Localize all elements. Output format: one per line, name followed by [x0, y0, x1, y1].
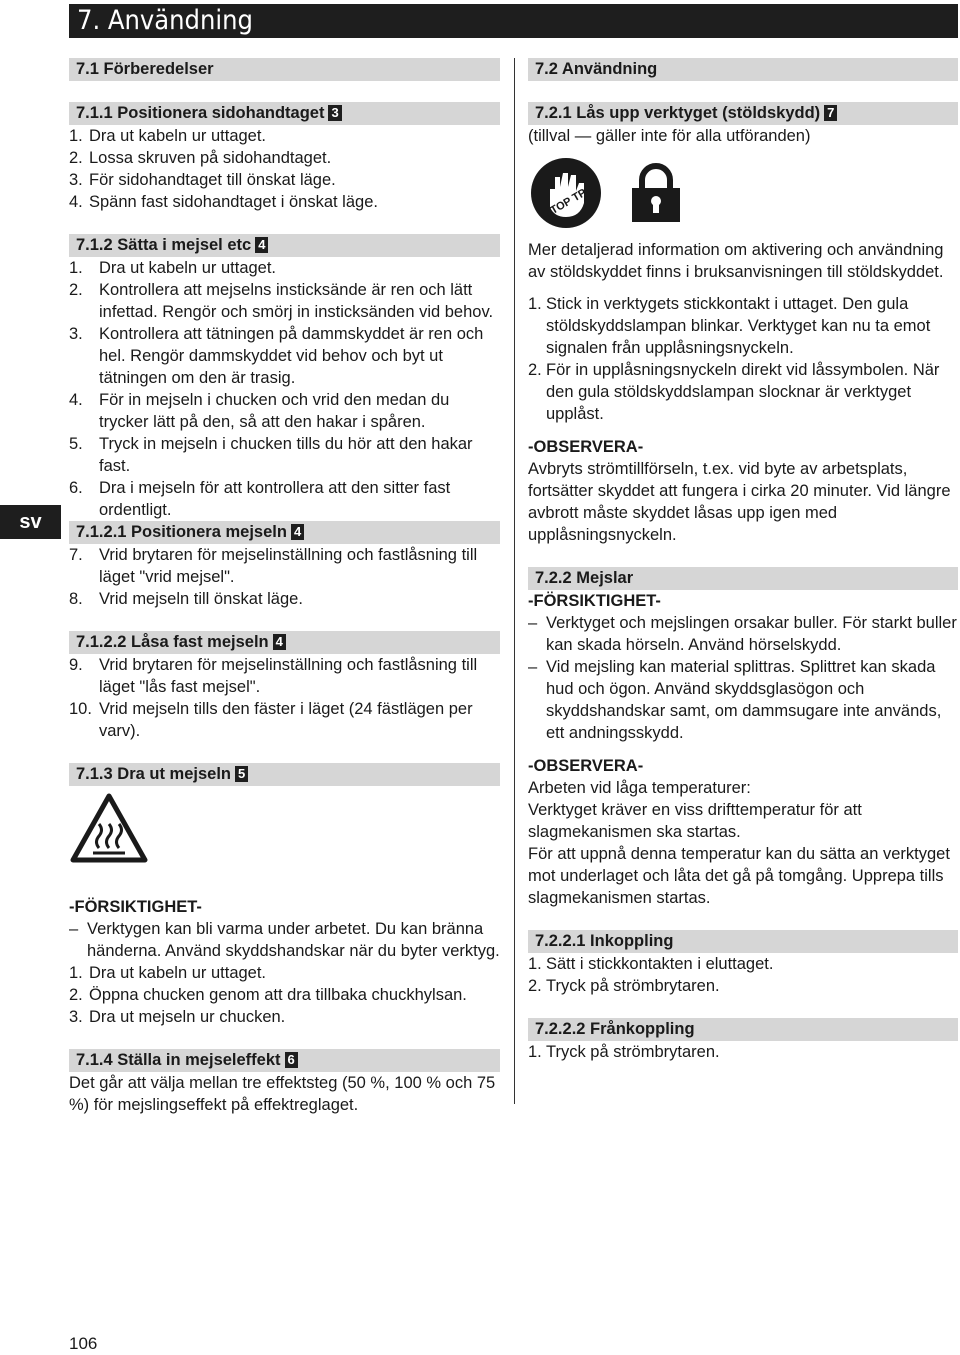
heading-7-1-2-2: 7.1.2.2 Låsa fast mejseln 4	[69, 631, 500, 654]
list-7-2-2	[528, 612, 958, 744]
note-text: Verktyget kräver en viss drifttemperatur för att slagmekanismen ska startas.	[528, 801, 862, 841]
note-label: -OBSERVERA-	[528, 757, 644, 775]
svg-text:STOP TPS: STOP TPS	[542, 183, 595, 221]
list-7-1-2	[69, 257, 500, 521]
stop-tps-icon	[528, 155, 608, 231]
figure-badge: 4	[291, 524, 304, 540]
note-label: -OBSERVERA-	[528, 438, 644, 456]
list-item: – Verktyget och mejslingen orsakar buller. För starkt buller kan skada hörseln. Använd hörselskydd.	[528, 614, 957, 654]
list-item: 3. Dra ut mejseln ur chucken.	[69, 1008, 286, 1026]
list-item: 3. För sidohandtaget till önskat läge.	[69, 171, 336, 189]
figure-badge: 4	[255, 237, 268, 253]
list-item: 9. Vrid brytaren för mejselinställning och fastlåsning till läget "lås fast mejsel".	[69, 656, 478, 696]
column-divider	[514, 58, 515, 1104]
figure-badge: 3	[328, 105, 341, 121]
figure-badge: 5	[235, 766, 248, 782]
note-text: För att uppnå denna temperatur kan du sätta an verktyget mot underlaget och låta det gå på tomgång. Upprepa tills slagmekanismen startas.	[528, 845, 950, 907]
chapter-title: 7. Användning	[69, 4, 958, 38]
list-7-2-1	[528, 293, 958, 425]
caution-text: – Verktygen kan bli varma under arbetet. Du kan bränna händerna. Använd skyddshandskar när du byter verktyg.	[69, 920, 500, 960]
heading-7-2-2-2: 7.2.2.2 Frånkoppling	[528, 1018, 958, 1041]
heading-7-2-2-1: 7.2.2.1 Inkoppling	[528, 930, 958, 953]
lock-icon	[628, 162, 684, 224]
list-item: 1. Dra ut kabeln ur uttaget.	[69, 964, 267, 982]
list-item: 2. Öppna chucken genom att dra tillbaka chuckhylsan.	[69, 986, 467, 1004]
caution-label: -FÖRSIKTIGHET-	[69, 898, 202, 916]
list-item: 1. Tryck på strömbrytaren.	[528, 1043, 720, 1061]
paragraph-7-1-4: Det går att välja mellan tre effektsteg (50 %, 100 % och 75 %) för mejslingseffekt på effektreglaget.	[69, 1074, 496, 1114]
list-item: 2. Kontrollera att mejselns insticksände är ren och lätt infettad. Rengör och smörj in insticksänden vid behov.	[69, 281, 494, 321]
list-7-1-3	[69, 962, 500, 1028]
list-item: 4. För in mejseln i chucken och vrid den medan du trycker lätt på den, så att den hakar i spåren.	[69, 391, 450, 431]
list-item: – Vid mejsling kan material splittras. Splittret kan skada hud och ögon. Använd skyddsglasögon och skyddshandskar samt, om dammsugare inte används, ett andningsskydd.	[528, 658, 942, 742]
heading-7-1-2-1: 7.1.2.1 Positionera mejseln 4	[69, 521, 500, 544]
left-column	[69, 58, 500, 1116]
list-7-2-2-2	[528, 1041, 958, 1063]
subtitle-7-2-1: (tillval — gäller inte för alla utföranden)	[528, 127, 811, 145]
list-item: 7. Vrid brytaren för mejselinställning och fastlåsning till läget "vrid mejsel".	[69, 546, 478, 586]
note-text: Avbryts strömtillförseln, t.ex. vid byte av arbetsplats, fortsätter skyddet att fungera i cirka 20 minuter. Vid längre avbrott måste skyddet låsas upp igen med upplåsningsnyckeln.	[528, 460, 951, 544]
heading-text: 7.1.1 Positionera sidohandtaget	[76, 104, 325, 122]
list-item: 1. Stick in verktygets stickkontakt i uttaget. Den gula stöldskyddslampan blinkar. Verktyget kan nu ta emot signalen från upplåsningsnyckeln.	[528, 295, 931, 357]
list-7-2-2-1	[528, 953, 958, 997]
list-7-1-1	[69, 125, 500, 213]
hot-surface-warning-icon	[69, 786, 500, 896]
list-item: 6. Dra i mejseln för att kontrollera att den sitter fast ordentligt.	[69, 479, 451, 519]
heading-7-1: 7.1 Förberedelser	[69, 58, 500, 81]
list-item: 4. Spänn fast sidohandtaget i önskat läge.	[69, 193, 378, 211]
language-tab: sv	[0, 505, 61, 539]
list-item: 3. Kontrollera att tätningen på dammskyddet är ren och hel. Rengör dammskyddet vid behov och byt ut tätningen om den är trasig.	[69, 325, 484, 387]
list-item: 10. Vrid mejseln tills den fäster i läget (24 fästlägen per varv).	[69, 700, 473, 740]
heading-7-2-2: 7.2.2 Mejslar	[528, 567, 958, 590]
list-item: 1. Dra ut kabeln ur uttaget.	[69, 127, 267, 145]
list-item: 2. Tryck på strömbrytaren.	[528, 977, 720, 995]
figure-badge: 7	[824, 105, 837, 121]
heading-7-1-4: 7.1.4 Ställa in mejseleffekt 6	[69, 1049, 500, 1072]
figure-badge: 6	[285, 1052, 298, 1068]
list-item: 2. För in upplåsningsnyckeln direkt vid låssymbolen. När den gula stöldskyddslampan slocknar är verktyget upplåst.	[528, 361, 940, 423]
list-7-1-2-2	[69, 654, 500, 742]
list-item: 1. Sätt i stickkontakten i eluttaget.	[528, 955, 774, 973]
list-item: 8. Vrid mejseln till önskat läge.	[69, 590, 303, 608]
info-7-2-1: Mer detaljerad information om aktivering och användning av stöldskyddet finns i bruksanvisningen till stöldskyddet.	[528, 241, 944, 281]
page-number: 106	[69, 1334, 98, 1353]
heading-7-1-2: 7.1.2 Sätta i mejsel etc 4	[69, 234, 500, 257]
heading-7-2: 7.2 Användning	[528, 58, 958, 81]
heading-7-1-3: 7.1.3 Dra ut mejseln 5	[69, 763, 500, 786]
note-text: Arbeten vid låga temperaturer:	[528, 779, 751, 797]
caution-label: -FÖRSIKTIGHET-	[528, 592, 661, 610]
heading-7-2-1: 7.2.1 Lås upp verktyget (stöldskydd) 7	[528, 102, 958, 125]
list-7-1-2-1	[69, 544, 500, 610]
list-item: 5. Tryck in mejseln i chucken tills du hör att den hakar fast.	[69, 435, 473, 475]
figure-badge: 4	[273, 634, 286, 650]
right-column	[528, 58, 958, 1063]
list-item: 2. Lossa skruven på sidohandtaget.	[69, 149, 332, 167]
icon-row	[528, 157, 958, 229]
list-item: 1. Dra ut kabeln ur uttaget.	[69, 259, 277, 277]
heading-7-1-1	[69, 102, 500, 125]
